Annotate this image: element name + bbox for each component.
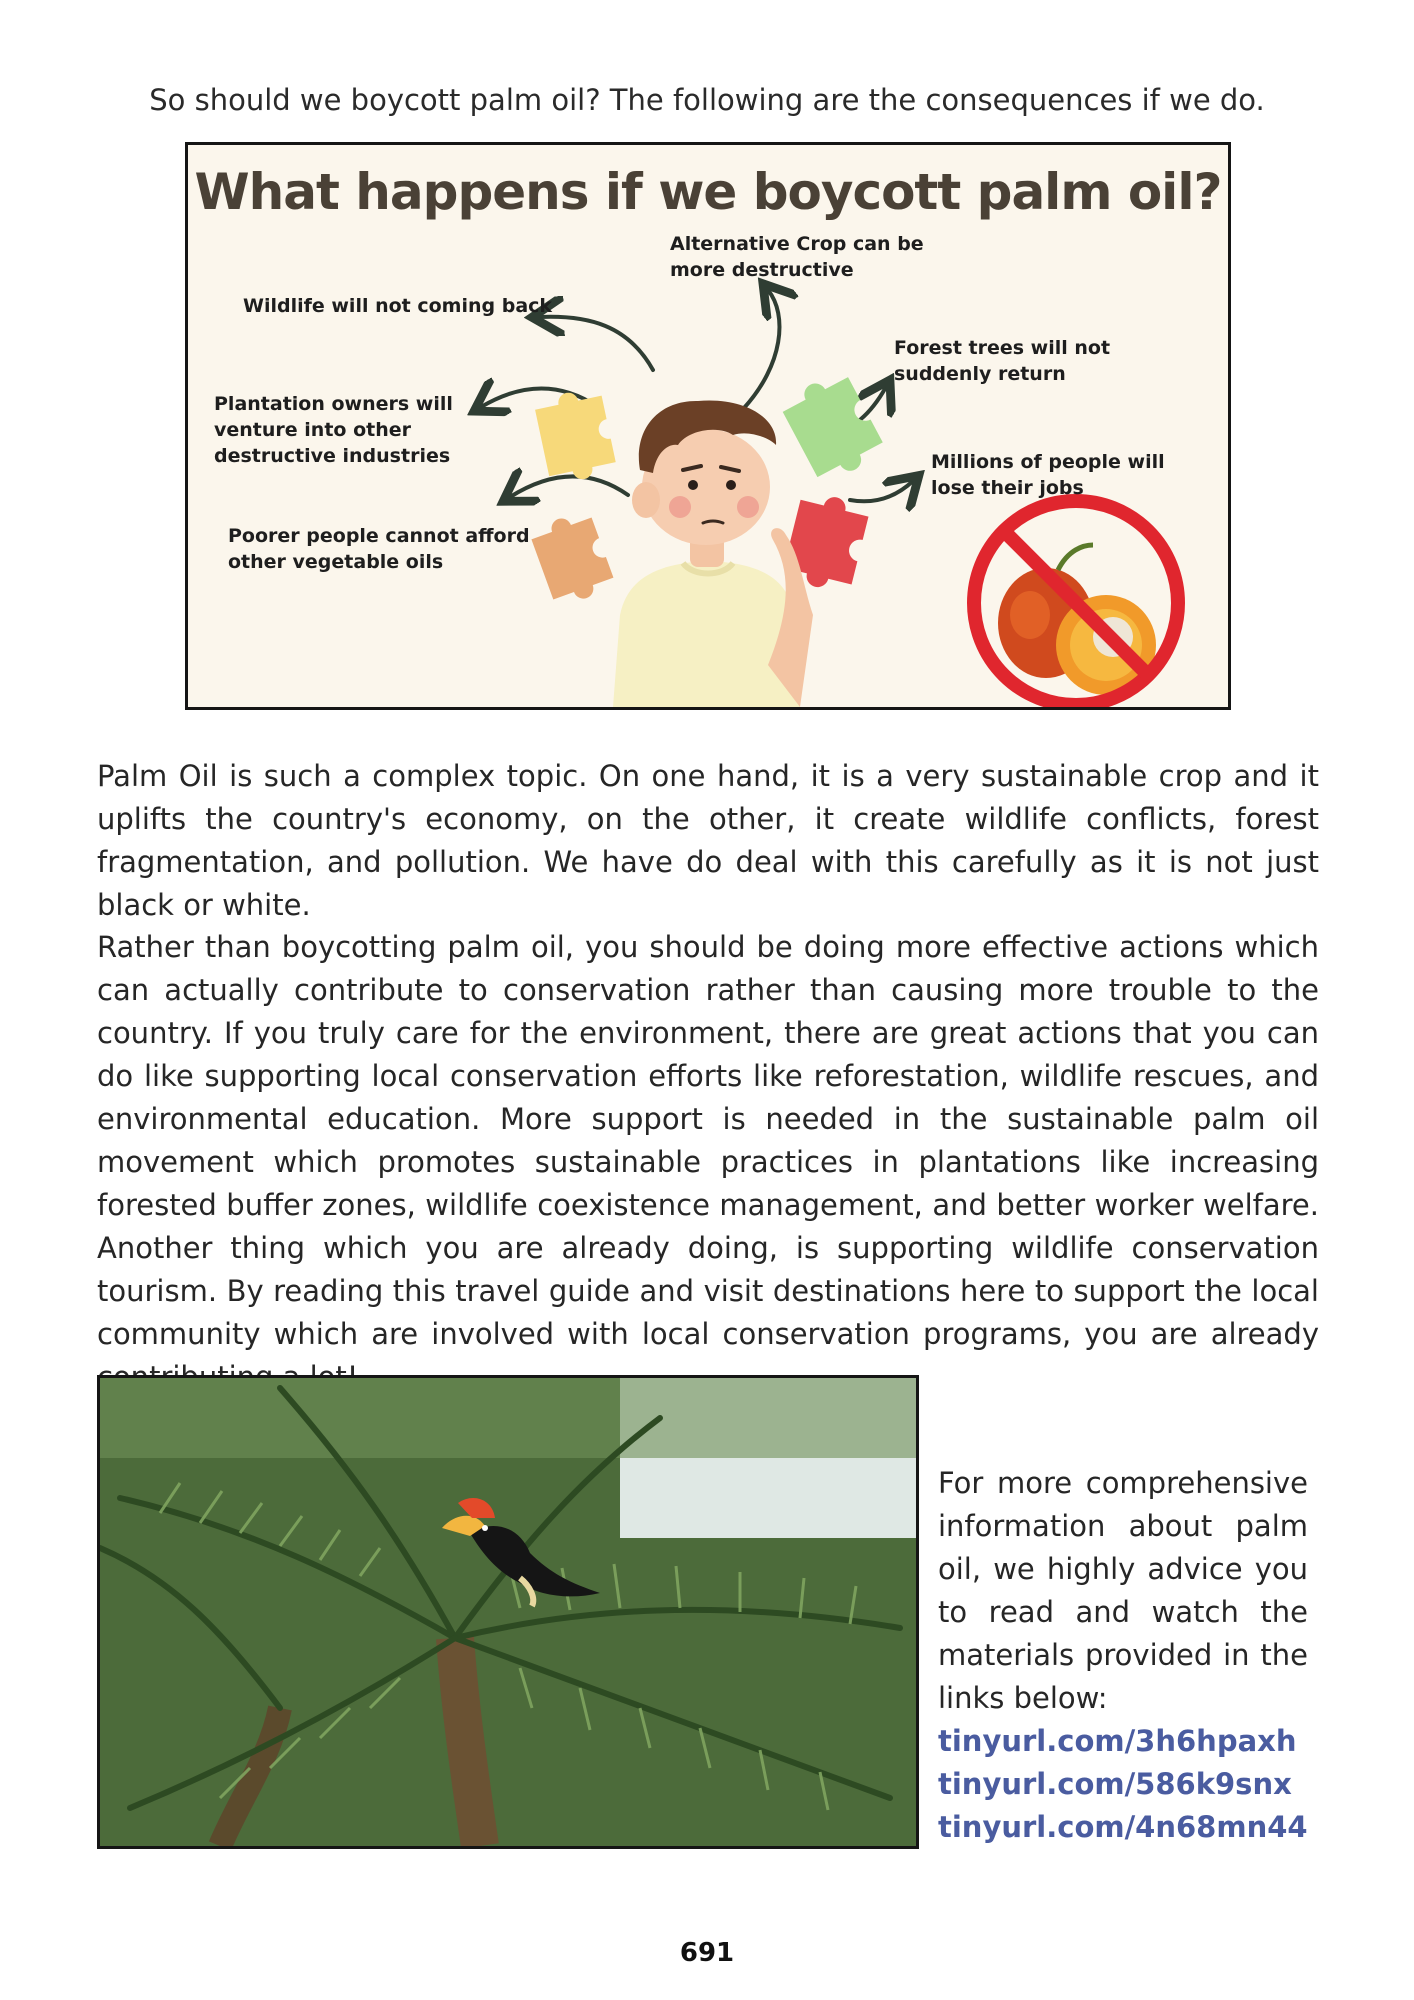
arrow-jobs (850, 481, 913, 501)
paragraph-complex-topic: Palm Oil is such a complex topic. On one hand, it is a very sustainable crop and it uplifts the country's economy, on the other, it create wildlife conflicts, forest fragmentation, and pollution. We have do deal with this carefully as it is not just black or white. (97, 759, 1319, 922)
link-2[interactable]: tinyurl.com/586k9snx (938, 1767, 1292, 1801)
boycott-infographic (185, 142, 1231, 710)
label-millions-jobs: Millions of people will lose their jobs (931, 451, 1165, 499)
more-info-text: For more comprehensive information about palm oil, we highly advice you to read and watch the materials provided in the links below: (938, 1466, 1308, 1715)
arrow-poorer (510, 476, 628, 497)
thinking-person (613, 400, 813, 707)
intro-sentence: So should we boycott palm oil? The following are the consequences if we do. (149, 83, 1265, 117)
arrow-wildlife (540, 317, 653, 370)
hornbill-palm-photo (97, 1375, 919, 1849)
puzzle-yellow (533, 386, 618, 486)
puzzle-green (778, 367, 888, 487)
paragraph-effective-actions: Rather than boycotting palm oil, you should be doing more effective actions which can actually contribute to conservation rather than causing more trouble to the country. If you truly care for the environment, there are great actions that you can do like supporting local conservation efforts like reforestation, wildlife rescues, and environmental education. More support is needed in the sustainable palm oil movement which promotes sustainable practices in plantations like increasing forested buffer zones, wildlife coexistence management, and better worker welfare. Another thing which you are already doing, is supporting wildlife conservation tourism. By reading this travel guide and visit destinations here to support the local community which are involved with local conservation programs, you are already (97, 930, 1319, 1351)
no-palm-oil-sign (974, 501, 1178, 705)
label-plantation-owners: Plantation owners will venture into other destructive industries (214, 393, 453, 467)
hornbill-palm-illustration (100, 1378, 916, 1846)
label-alternative-crop: Alternative Crop can be more destructive (670, 233, 924, 281)
label-forest-trees: Forest trees will not suddenly return (894, 337, 1111, 385)
infographic-title: What happens if we boycott palm oil? (194, 163, 1222, 221)
link-1[interactable]: tinyurl.com/3h6hpaxh (938, 1724, 1297, 1758)
label-poorer-people: Poorer people cannot afford other vegetable oils (228, 525, 530, 573)
link-3[interactable]: tinyurl.com/4n68mn44 (938, 1810, 1308, 1844)
links-list (938, 1720, 1308, 1849)
label-wildlife: Wildlife will not coming back (243, 295, 553, 317)
arrow-alternative-crop (744, 290, 779, 408)
page-number: 691 (679, 1938, 735, 1968)
